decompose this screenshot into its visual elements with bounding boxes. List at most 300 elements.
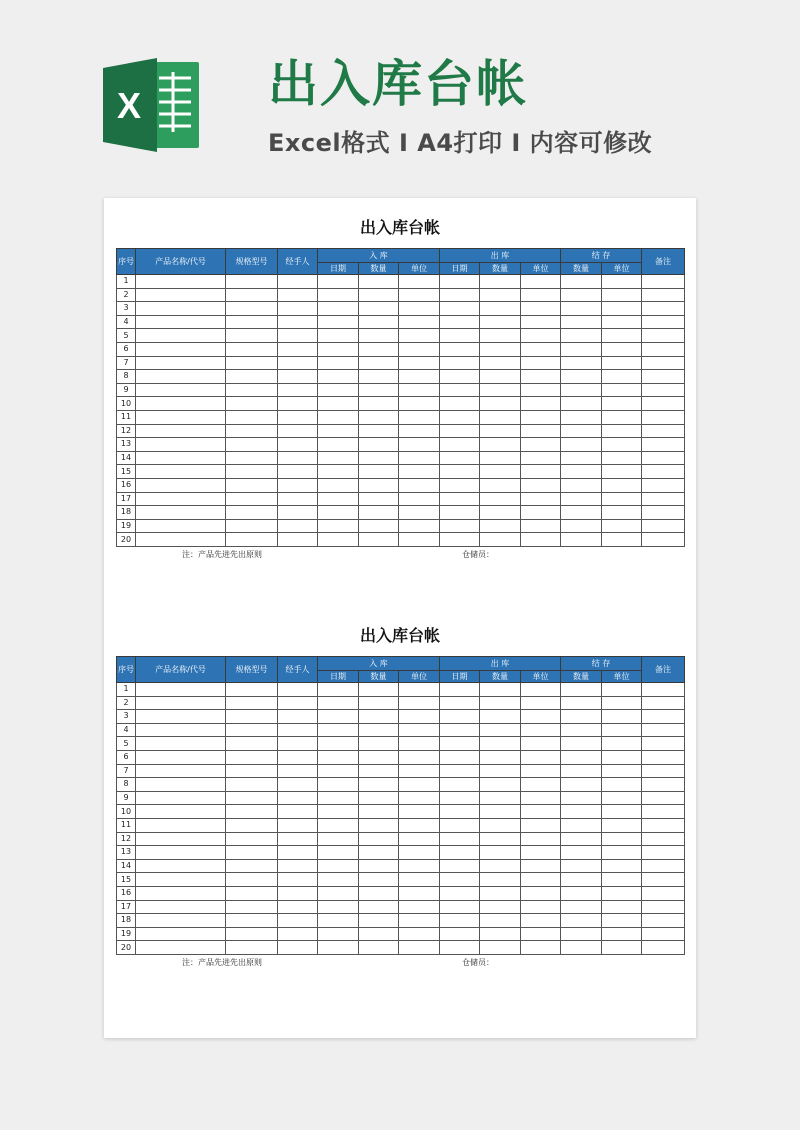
data-cell[interactable] [278, 914, 318, 928]
data-cell[interactable] [440, 383, 480, 397]
data-cell[interactable] [399, 723, 440, 737]
data-cell[interactable] [226, 941, 278, 955]
data-cell[interactable] [642, 383, 685, 397]
data-cell[interactable] [440, 519, 480, 533]
data-cell[interactable] [136, 410, 226, 424]
data-cell[interactable] [136, 275, 226, 289]
data-cell[interactable] [226, 506, 278, 520]
data-cell[interactable] [440, 723, 480, 737]
data-cell[interactable] [521, 818, 561, 832]
data-cell[interactable] [136, 710, 226, 724]
data-cell[interactable] [521, 329, 561, 343]
data-cell[interactable] [136, 519, 226, 533]
data-cell[interactable] [602, 914, 642, 928]
data-cell[interactable] [318, 683, 359, 697]
data-cell[interactable] [521, 791, 561, 805]
data-cell[interactable] [642, 519, 685, 533]
data-cell[interactable] [136, 914, 226, 928]
data-cell[interactable] [136, 859, 226, 873]
data-cell[interactable] [226, 832, 278, 846]
data-cell[interactable] [359, 737, 399, 751]
data-cell[interactable] [480, 914, 521, 928]
data-cell[interactable] [136, 683, 226, 697]
data-cell[interactable] [318, 410, 359, 424]
data-cell[interactable] [226, 329, 278, 343]
data-cell[interactable] [561, 859, 602, 873]
data-cell[interactable] [136, 492, 226, 506]
data-cell[interactable] [642, 315, 685, 329]
data-cell[interactable] [318, 941, 359, 955]
data-cell[interactable] [642, 778, 685, 792]
data-cell[interactable] [480, 288, 521, 302]
data-cell[interactable] [136, 302, 226, 316]
data-cell[interactable] [399, 873, 440, 887]
data-cell[interactable] [642, 764, 685, 778]
data-cell[interactable] [642, 818, 685, 832]
data-cell[interactable] [318, 533, 359, 547]
data-cell[interactable] [136, 397, 226, 411]
data-cell[interactable] [561, 383, 602, 397]
data-cell[interactable] [642, 683, 685, 697]
data-cell[interactable] [278, 356, 318, 370]
data-cell[interactable] [359, 519, 399, 533]
data-cell[interactable] [561, 764, 602, 778]
data-cell[interactable] [602, 778, 642, 792]
data-cell[interactable] [226, 914, 278, 928]
data-cell[interactable] [642, 424, 685, 438]
data-cell[interactable] [440, 438, 480, 452]
data-cell[interactable] [399, 764, 440, 778]
data-cell[interactable] [521, 778, 561, 792]
data-cell[interactable] [602, 723, 642, 737]
data-cell[interactable] [602, 886, 642, 900]
data-cell[interactable] [480, 886, 521, 900]
data-cell[interactable] [399, 492, 440, 506]
data-cell[interactable] [521, 424, 561, 438]
data-cell[interactable] [561, 410, 602, 424]
data-cell[interactable] [642, 723, 685, 737]
data-cell[interactable] [602, 288, 642, 302]
data-cell[interactable] [278, 329, 318, 343]
data-cell[interactable] [480, 383, 521, 397]
data-cell[interactable] [226, 356, 278, 370]
data-cell[interactable] [226, 900, 278, 914]
data-cell[interactable] [521, 914, 561, 928]
data-cell[interactable] [399, 696, 440, 710]
data-cell[interactable] [359, 791, 399, 805]
data-cell[interactable] [399, 914, 440, 928]
data-cell[interactable] [561, 818, 602, 832]
data-cell[interactable] [561, 805, 602, 819]
data-cell[interactable] [440, 886, 480, 900]
data-cell[interactable] [602, 900, 642, 914]
data-cell[interactable] [359, 805, 399, 819]
data-cell[interactable] [440, 846, 480, 860]
data-cell[interactable] [359, 723, 399, 737]
data-cell[interactable] [318, 750, 359, 764]
data-cell[interactable] [440, 506, 480, 520]
data-cell[interactable] [602, 492, 642, 506]
data-cell[interactable] [440, 478, 480, 492]
data-cell[interactable] [642, 451, 685, 465]
data-cell[interactable] [278, 778, 318, 792]
data-cell[interactable] [602, 927, 642, 941]
data-cell[interactable] [480, 873, 521, 887]
data-cell[interactable] [521, 410, 561, 424]
data-cell[interactable] [561, 506, 602, 520]
data-cell[interactable] [602, 383, 642, 397]
data-cell[interactable] [642, 750, 685, 764]
data-cell[interactable] [642, 737, 685, 751]
data-cell[interactable] [226, 315, 278, 329]
data-cell[interactable] [278, 764, 318, 778]
data-cell[interactable] [318, 356, 359, 370]
data-cell[interactable] [226, 519, 278, 533]
data-cell[interactable] [359, 370, 399, 384]
data-cell[interactable] [399, 478, 440, 492]
data-cell[interactable] [561, 846, 602, 860]
data-cell[interactable] [602, 315, 642, 329]
data-cell[interactable] [642, 927, 685, 941]
data-cell[interactable] [318, 465, 359, 479]
data-cell[interactable] [136, 506, 226, 520]
data-cell[interactable] [226, 478, 278, 492]
data-cell[interactable] [318, 424, 359, 438]
data-cell[interactable] [226, 764, 278, 778]
data-cell[interactable] [480, 492, 521, 506]
data-cell[interactable] [561, 723, 602, 737]
data-cell[interactable] [318, 805, 359, 819]
data-cell[interactable] [480, 818, 521, 832]
data-cell[interactable] [278, 818, 318, 832]
data-cell[interactable] [602, 696, 642, 710]
data-cell[interactable] [521, 342, 561, 356]
data-cell[interactable] [642, 941, 685, 955]
data-cell[interactable] [561, 737, 602, 751]
data-cell[interactable] [480, 451, 521, 465]
data-cell[interactable] [226, 710, 278, 724]
data-cell[interactable] [480, 519, 521, 533]
data-cell[interactable] [561, 397, 602, 411]
data-cell[interactable] [642, 873, 685, 887]
data-cell[interactable] [359, 696, 399, 710]
data-cell[interactable] [561, 886, 602, 900]
data-cell[interactable] [136, 723, 226, 737]
data-cell[interactable] [561, 750, 602, 764]
data-cell[interactable] [136, 750, 226, 764]
data-cell[interactable] [278, 941, 318, 955]
data-cell[interactable] [480, 275, 521, 289]
data-cell[interactable] [278, 506, 318, 520]
data-cell[interactable] [318, 478, 359, 492]
data-cell[interactable] [399, 927, 440, 941]
data-cell[interactable] [480, 764, 521, 778]
data-cell[interactable] [521, 275, 561, 289]
data-cell[interactable] [318, 288, 359, 302]
data-cell[interactable] [136, 805, 226, 819]
data-cell[interactable] [399, 451, 440, 465]
data-cell[interactable] [359, 900, 399, 914]
data-cell[interactable] [278, 886, 318, 900]
data-cell[interactable] [480, 302, 521, 316]
data-cell[interactable] [440, 859, 480, 873]
data-cell[interactable] [359, 438, 399, 452]
data-cell[interactable] [642, 805, 685, 819]
data-cell[interactable] [399, 410, 440, 424]
data-cell[interactable] [136, 873, 226, 887]
data-cell[interactable] [480, 506, 521, 520]
data-cell[interactable] [561, 873, 602, 887]
data-cell[interactable] [521, 465, 561, 479]
data-cell[interactable] [440, 465, 480, 479]
data-cell[interactable] [642, 492, 685, 506]
data-cell[interactable] [136, 424, 226, 438]
data-cell[interactable] [399, 342, 440, 356]
data-cell[interactable] [318, 451, 359, 465]
data-cell[interactable] [226, 886, 278, 900]
data-cell[interactable] [480, 846, 521, 860]
data-cell[interactable] [318, 778, 359, 792]
data-cell[interactable] [359, 778, 399, 792]
data-cell[interactable] [318, 519, 359, 533]
data-cell[interactable] [226, 805, 278, 819]
data-cell[interactable] [359, 275, 399, 289]
data-cell[interactable] [440, 750, 480, 764]
data-cell[interactable] [561, 465, 602, 479]
data-cell[interactable] [521, 805, 561, 819]
data-cell[interactable] [359, 533, 399, 547]
data-cell[interactable] [440, 424, 480, 438]
data-cell[interactable] [440, 451, 480, 465]
data-cell[interactable] [521, 315, 561, 329]
data-cell[interactable] [226, 424, 278, 438]
data-cell[interactable] [136, 451, 226, 465]
data-cell[interactable] [226, 370, 278, 384]
data-cell[interactable] [440, 302, 480, 316]
data-cell[interactable] [480, 370, 521, 384]
data-cell[interactable] [278, 383, 318, 397]
data-cell[interactable] [521, 859, 561, 873]
data-cell[interactable] [359, 302, 399, 316]
data-cell[interactable] [136, 900, 226, 914]
data-cell[interactable] [521, 886, 561, 900]
data-cell[interactable] [226, 397, 278, 411]
data-cell[interactable] [399, 465, 440, 479]
data-cell[interactable] [399, 805, 440, 819]
data-cell[interactable] [440, 342, 480, 356]
data-cell[interactable] [359, 710, 399, 724]
data-cell[interactable] [359, 356, 399, 370]
data-cell[interactable] [318, 737, 359, 751]
data-cell[interactable] [440, 737, 480, 751]
data-cell[interactable] [561, 927, 602, 941]
data-cell[interactable] [561, 438, 602, 452]
data-cell[interactable] [480, 832, 521, 846]
data-cell[interactable] [226, 683, 278, 697]
data-cell[interactable] [318, 927, 359, 941]
data-cell[interactable] [602, 683, 642, 697]
data-cell[interactable] [561, 791, 602, 805]
data-cell[interactable] [136, 533, 226, 547]
data-cell[interactable] [359, 927, 399, 941]
data-cell[interactable] [561, 315, 602, 329]
data-cell[interactable] [359, 478, 399, 492]
data-cell[interactable] [642, 886, 685, 900]
data-cell[interactable] [278, 424, 318, 438]
data-cell[interactable] [440, 710, 480, 724]
data-cell[interactable] [561, 832, 602, 846]
data-cell[interactable] [602, 750, 642, 764]
data-cell[interactable] [480, 410, 521, 424]
data-cell[interactable] [318, 315, 359, 329]
data-cell[interactable] [318, 710, 359, 724]
data-cell[interactable] [602, 302, 642, 316]
data-cell[interactable] [278, 927, 318, 941]
data-cell[interactable] [561, 533, 602, 547]
data-cell[interactable] [278, 302, 318, 316]
data-cell[interactable] [642, 832, 685, 846]
data-cell[interactable] [642, 900, 685, 914]
data-cell[interactable] [642, 397, 685, 411]
data-cell[interactable] [602, 329, 642, 343]
data-cell[interactable] [359, 465, 399, 479]
data-cell[interactable] [521, 710, 561, 724]
data-cell[interactable] [318, 723, 359, 737]
data-cell[interactable] [318, 818, 359, 832]
data-cell[interactable] [480, 723, 521, 737]
data-cell[interactable] [399, 370, 440, 384]
data-cell[interactable] [480, 465, 521, 479]
data-cell[interactable] [136, 696, 226, 710]
data-cell[interactable] [399, 846, 440, 860]
data-cell[interactable] [602, 737, 642, 751]
data-cell[interactable] [278, 846, 318, 860]
data-cell[interactable] [642, 506, 685, 520]
data-cell[interactable] [642, 356, 685, 370]
data-cell[interactable] [226, 302, 278, 316]
data-cell[interactable] [399, 778, 440, 792]
data-cell[interactable] [226, 383, 278, 397]
data-cell[interactable] [602, 438, 642, 452]
data-cell[interactable] [399, 356, 440, 370]
data-cell[interactable] [561, 288, 602, 302]
data-cell[interactable] [561, 696, 602, 710]
data-cell[interactable] [278, 275, 318, 289]
data-cell[interactable] [602, 397, 642, 411]
data-cell[interactable] [226, 288, 278, 302]
data-cell[interactable] [440, 873, 480, 887]
data-cell[interactable] [318, 696, 359, 710]
data-cell[interactable] [440, 791, 480, 805]
data-cell[interactable] [521, 696, 561, 710]
data-cell[interactable] [226, 778, 278, 792]
data-cell[interactable] [480, 927, 521, 941]
data-cell[interactable] [480, 941, 521, 955]
data-cell[interactable] [318, 506, 359, 520]
data-cell[interactable] [136, 288, 226, 302]
data-cell[interactable] [226, 737, 278, 751]
data-cell[interactable] [226, 873, 278, 887]
data-cell[interactable] [480, 356, 521, 370]
data-cell[interactable] [318, 438, 359, 452]
data-cell[interactable] [226, 750, 278, 764]
data-cell[interactable] [602, 846, 642, 860]
data-cell[interactable] [561, 356, 602, 370]
data-cell[interactable] [359, 832, 399, 846]
data-cell[interactable] [642, 696, 685, 710]
data-cell[interactable] [480, 342, 521, 356]
data-cell[interactable] [399, 275, 440, 289]
data-cell[interactable] [136, 778, 226, 792]
data-cell[interactable] [480, 710, 521, 724]
data-cell[interactable] [602, 710, 642, 724]
data-cell[interactable] [602, 342, 642, 356]
data-cell[interactable] [440, 914, 480, 928]
data-cell[interactable] [642, 478, 685, 492]
data-cell[interactable] [278, 342, 318, 356]
data-cell[interactable] [440, 941, 480, 955]
data-cell[interactable] [602, 506, 642, 520]
data-cell[interactable] [318, 832, 359, 846]
data-cell[interactable] [561, 478, 602, 492]
data-cell[interactable] [399, 832, 440, 846]
data-cell[interactable] [136, 383, 226, 397]
data-cell[interactable] [278, 900, 318, 914]
data-cell[interactable] [226, 533, 278, 547]
data-cell[interactable] [561, 424, 602, 438]
data-cell[interactable] [561, 519, 602, 533]
data-cell[interactable] [440, 492, 480, 506]
data-cell[interactable] [136, 886, 226, 900]
data-cell[interactable] [136, 478, 226, 492]
data-cell[interactable] [440, 927, 480, 941]
data-cell[interactable] [359, 846, 399, 860]
data-cell[interactable] [278, 492, 318, 506]
data-cell[interactable] [480, 737, 521, 751]
data-cell[interactable] [399, 288, 440, 302]
data-cell[interactable] [136, 356, 226, 370]
data-cell[interactable] [399, 424, 440, 438]
data-cell[interactable] [359, 424, 399, 438]
data-cell[interactable] [602, 941, 642, 955]
data-cell[interactable] [318, 370, 359, 384]
data-cell[interactable] [521, 750, 561, 764]
data-cell[interactable] [226, 438, 278, 452]
data-cell[interactable] [318, 492, 359, 506]
data-cell[interactable] [226, 927, 278, 941]
data-cell[interactable] [278, 438, 318, 452]
data-cell[interactable] [642, 438, 685, 452]
data-cell[interactable] [278, 465, 318, 479]
data-cell[interactable] [561, 683, 602, 697]
data-cell[interactable] [318, 383, 359, 397]
data-cell[interactable] [561, 302, 602, 316]
data-cell[interactable] [440, 533, 480, 547]
data-cell[interactable] [399, 710, 440, 724]
data-cell[interactable] [480, 791, 521, 805]
data-cell[interactable] [278, 315, 318, 329]
data-cell[interactable] [521, 478, 561, 492]
data-cell[interactable] [399, 383, 440, 397]
data-cell[interactable] [278, 723, 318, 737]
data-cell[interactable] [399, 302, 440, 316]
data-cell[interactable] [399, 737, 440, 751]
data-cell[interactable] [399, 506, 440, 520]
data-cell[interactable] [602, 832, 642, 846]
data-cell[interactable] [318, 900, 359, 914]
data-cell[interactable] [278, 397, 318, 411]
data-cell[interactable] [136, 329, 226, 343]
